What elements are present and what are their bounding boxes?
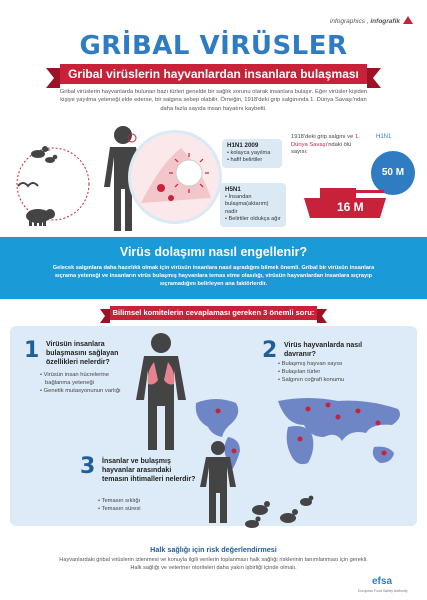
list-item: • kolayca yayılma (227, 150, 277, 158)
duck-icon (31, 146, 57, 163)
spanish-flu-text: 1918'deki grip salgını ve 1. Dünya Savaşı'ndaki ölü sayısı: (291, 134, 360, 156)
pig-icon (26, 209, 55, 226)
risk-title: Halk sağlığı için risk değerlendirmesi (150, 545, 277, 554)
flu-deaths-badge: 50 M (371, 151, 415, 195)
h5n1-box: H5N1 • İnsandan bulaşma(aktarım) nadir • Belirtiler oldukça ağır (220, 183, 286, 227)
intro-text: Gribal virüslerin hayvanlarda bulunan bazı türleri genelde bir sağlık sorunu olarak insanlara bulaşır. Eğer virüsler kişiden kişiye yayılma yeteneği elde ederse, bir salgına sebep olabilir. Örneğin, 1918'deki grip salgınında 1. Dünya Savaşı'ndan daha fazla sayıda insan hayatını kaybetti. (59, 89, 368, 112)
prevention-text: Gelecek salgınlara daha hazırlıklı olmak için virüsün insanlara nasıl aşradığını bilmek önemli. Gribal bir virüsün insanlara sıçrama yeteneği ve insanların virüs bulaşmış hayvanlara temas etme olasılığı, virüsün hayvanlardan insanlara sıçrayıp sıçramadığını belirleyen ana faktörlerdir. (52, 265, 375, 287)
question-number-1: 1 (24, 338, 40, 363)
list-item: • hafif belirtiler (227, 157, 277, 165)
question-3-heading: İnsanlar ve bulaşmış hayvanlar arasındaki temasın ihtimalleri nelerdir? (102, 458, 196, 484)
efsa-logo: efsa (372, 576, 393, 587)
list-item: • Temasın süresi (98, 506, 188, 514)
list-item: • Belirtiler oldukça ağır (225, 216, 281, 224)
list-item: • İnsandan bulaşma(aktarım) nadir (225, 194, 281, 217)
question-2-list (278, 361, 388, 384)
virus-icon (131, 133, 219, 221)
brand-logo: infographics , infografik (330, 16, 413, 25)
questions-ribbon: Bilimsel komitelerin cevaplaması gereken 3 önemli soru: (110, 306, 317, 320)
war-deaths-label: 16 M (337, 200, 364, 214)
question-number-2: 2 (262, 338, 278, 363)
efsa-subtitle: European Food Safety Authority (358, 589, 408, 593)
risk-text: Hayvanlardaki gribal virüslerin izlenmesi ve konuyla ilgili verilerin toplanması halk sağlığı risklerinin tanımlanması için gerekli. Halk sağlığı ve veteriner otoriteleri daha yakın işbirliği içinde olmalı. (59, 557, 368, 571)
h1n1-2009-box: H1N1 2009 • kolayca yayılma • hafif belirtiler (222, 139, 282, 168)
human-silhouette-icon (200, 441, 236, 523)
list-item: • Virüsün insan hücrelerine bağlanma yeteneği (40, 372, 124, 388)
question-3-list (98, 498, 188, 514)
transmission-illustration (0, 120, 427, 235)
page-title: GRİBAL VİRÜSLER (79, 31, 348, 61)
prevention-title: Virüs dolaşımı nasıl engellenir? (119, 245, 308, 259)
bird-icon (18, 183, 38, 186)
question-2-heading: Virüs hayvanlarda nasıl davranır? (284, 342, 363, 359)
subtitle-ribbon: Gribal virüslerin hayvanlardan insanlara bulaşması (60, 64, 367, 84)
list-item: • Salgının coğrafi konumu (278, 377, 388, 385)
human-lungs-icon (132, 332, 190, 452)
list-item: • Temasın sıklığı (98, 498, 188, 506)
list-item: • Bulaşılan türler (278, 369, 388, 377)
triangle-icon (403, 16, 413, 24)
chicken-icon (245, 496, 313, 528)
transmission-cycle-icon (8, 136, 98, 232)
farmer-chickens-icon (190, 440, 320, 530)
h1n1-label: H1N1 (376, 134, 392, 140)
list-item: • Bulaşmış hayvan sayısı (278, 361, 388, 369)
question-1-heading: Virüsün insanlara bulaşmasını sağlayan özellikleri nelerdir? (46, 341, 119, 367)
virus-zoom-circle (128, 130, 222, 224)
question-1-list (40, 372, 124, 395)
question-number-3: 3 (80, 454, 96, 479)
prevention-band (0, 237, 427, 299)
list-item: • Genetik mutasyonunun varlığı (40, 388, 124, 396)
